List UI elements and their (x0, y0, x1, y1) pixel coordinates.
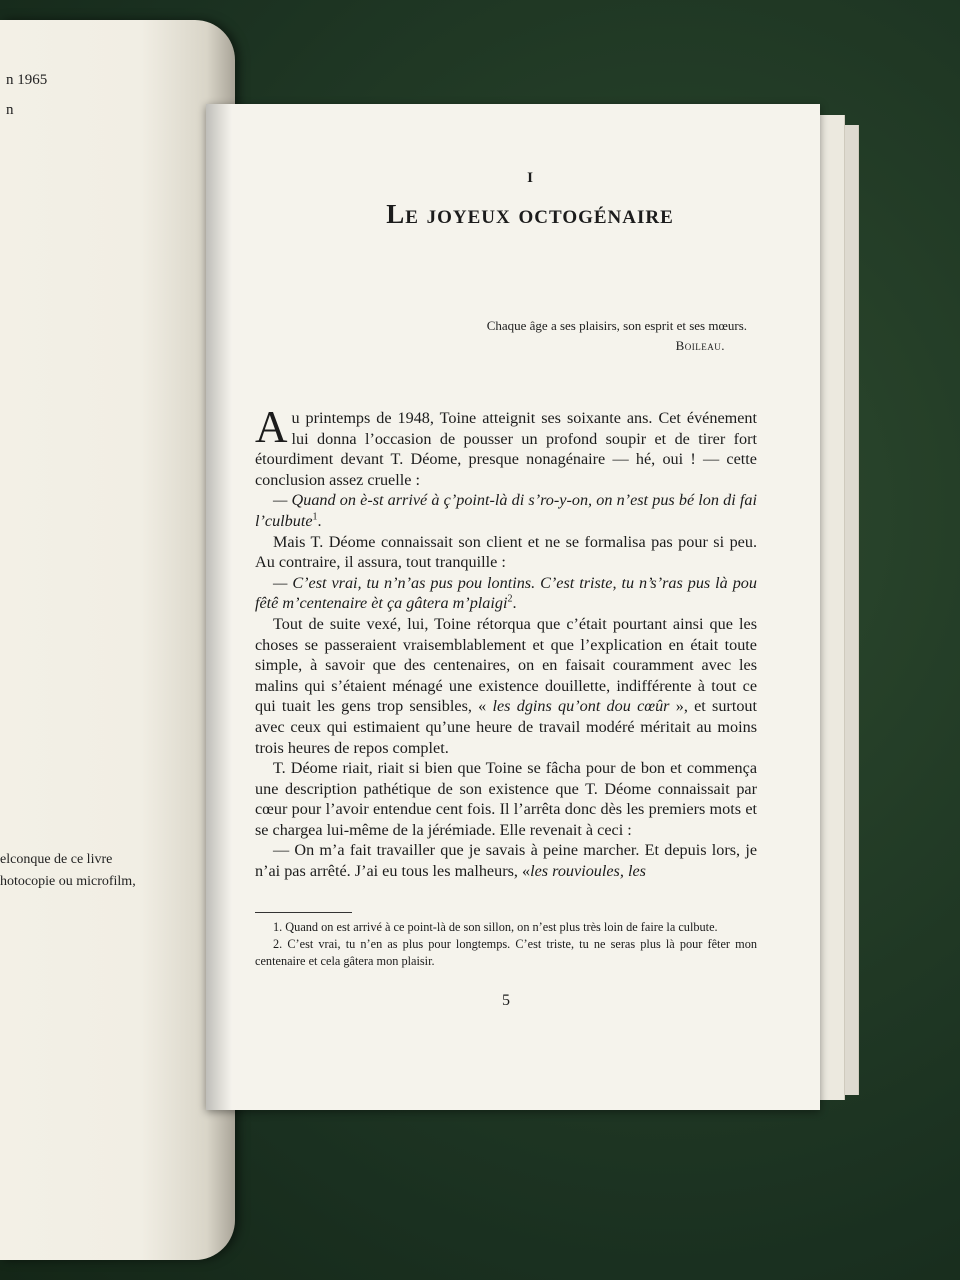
chapter-number: I (527, 170, 533, 186)
dialect-speech: — C’est vrai, tu n’n’as pus pou lontins. C’est triste, tu n’s’ras pus là pou fêtê m’centenaire èt ça gâtera m’plaigi (255, 573, 757, 613)
paragraph-text: », et surtout avec ceux qui estimaient qu’une heure de travail modéré méritait au moins trois heures de repos complet. (255, 697, 757, 757)
paragraph: — C’est vrai, tu n’n’as pus pou lontins. C’est triste, tu n’s’ras pus là pou fêtê m’centenaire èt ça gâtera m’plaigi$^2$. (255, 573, 757, 613)
left-page-line: n (6, 102, 14, 118)
footnote-ref[interactable]: 2 (507, 593, 513, 605)
paragraph-text: T. Déome riait, riait si bien que Toine se fâcha pour de bon et commença une description pathétique de son existence que T. Déome connaissait par cœur pour l’avoir entendue cent fois. Il l’arrêta donc dès les premiers mots et se chargea lui-même de la jérémiade. Elle revenait à ceci : (255, 759, 757, 839)
footnote: 1. Quand on est arrivé à ce point-là de son sillon, on n’est plus très loin de faire la culbute. (273, 919, 718, 934)
page-content (255, 170, 757, 1010)
dialect-speech: — Quand on è-st arrivé à ç’point-là di s’ro-y-on, on n’est pus bé lon di fai l’culbute (255, 491, 757, 530)
page-number: 5 (502, 991, 510, 1009)
footnote-ref[interactable]: 1 (312, 511, 318, 523)
paragraph (255, 614, 757, 758)
dialect-speech: les rouvioules, les (530, 862, 646, 881)
page-gutter-shadow (206, 104, 232, 1110)
paragraph (255, 758, 757, 840)
dialect-speech: les dgins qu’ont dou cœûr (492, 697, 670, 716)
footnotes (255, 919, 757, 970)
footnote-rule (255, 912, 352, 913)
drop-cap: A (255, 402, 288, 452)
left-page-line: elconque de ce livre (0, 852, 113, 867)
paragraph-text: Mais T. Déome connaissait son client et ne se formalisa pas pour si peu. Au contraire, il assura, tout tranquille : (255, 532, 757, 572)
paragraph (255, 402, 757, 490)
left-page-line: n 1965 (6, 72, 48, 88)
footnote: 2. C’est vrai, tu n’en as plus pour longtemps. C’est triste, tu ne seras plus là pour fêter mon centenaire et cela gâtera mon plaisir. (255, 936, 757, 968)
epigraph-quote: Chaque âge a ses plaisirs, son esprit et ses mœurs. (486, 318, 747, 333)
paragraph-text: — On m’a fait travailler que je savais à peine marcher. Et depuis lors, je n’ai pas arrêté. J’ai eu tous les malheurs, « (255, 841, 757, 881)
paragraph: — Quand on è-st arrivé à ç’point-là di s’ro-y-on, on n’est pus bé lon di fai l’culbute$^1$. (255, 491, 757, 530)
paragraph (255, 840, 757, 881)
body-text (255, 402, 757, 882)
paragraph-text: Tout de suite vexé, lui, Toine rétorqua que c’était pourtant ainsi que les choses se passeraient vraisemblablement et que l’explication en était toute simple, à savoir que des centenaires, on en faisait couramment avec les malins qui s’étaient ménagé une existence douillette, indifférente à tout ce qui tuait les gens trop sensibles, « (255, 614, 757, 716)
left-page-line: hotocopie ou microfilm, (0, 874, 136, 889)
left-page (0, 20, 235, 1260)
epigraph-author: Boileau. (675, 338, 725, 353)
paragraph-text: u printemps de 1948, Toine atteignit ses soixante ans. Cet événement lui donna l’occasion de pousser un profond soupir et de tirer fort étourdiment devant T. Déome, presque nonagénaire — hé, oui ! — cette conclusion assez cruelle : (255, 409, 757, 489)
epigraph (255, 316, 757, 356)
paragraph (255, 532, 757, 573)
chapter-title: Le joyeux octogénaire (386, 199, 674, 229)
